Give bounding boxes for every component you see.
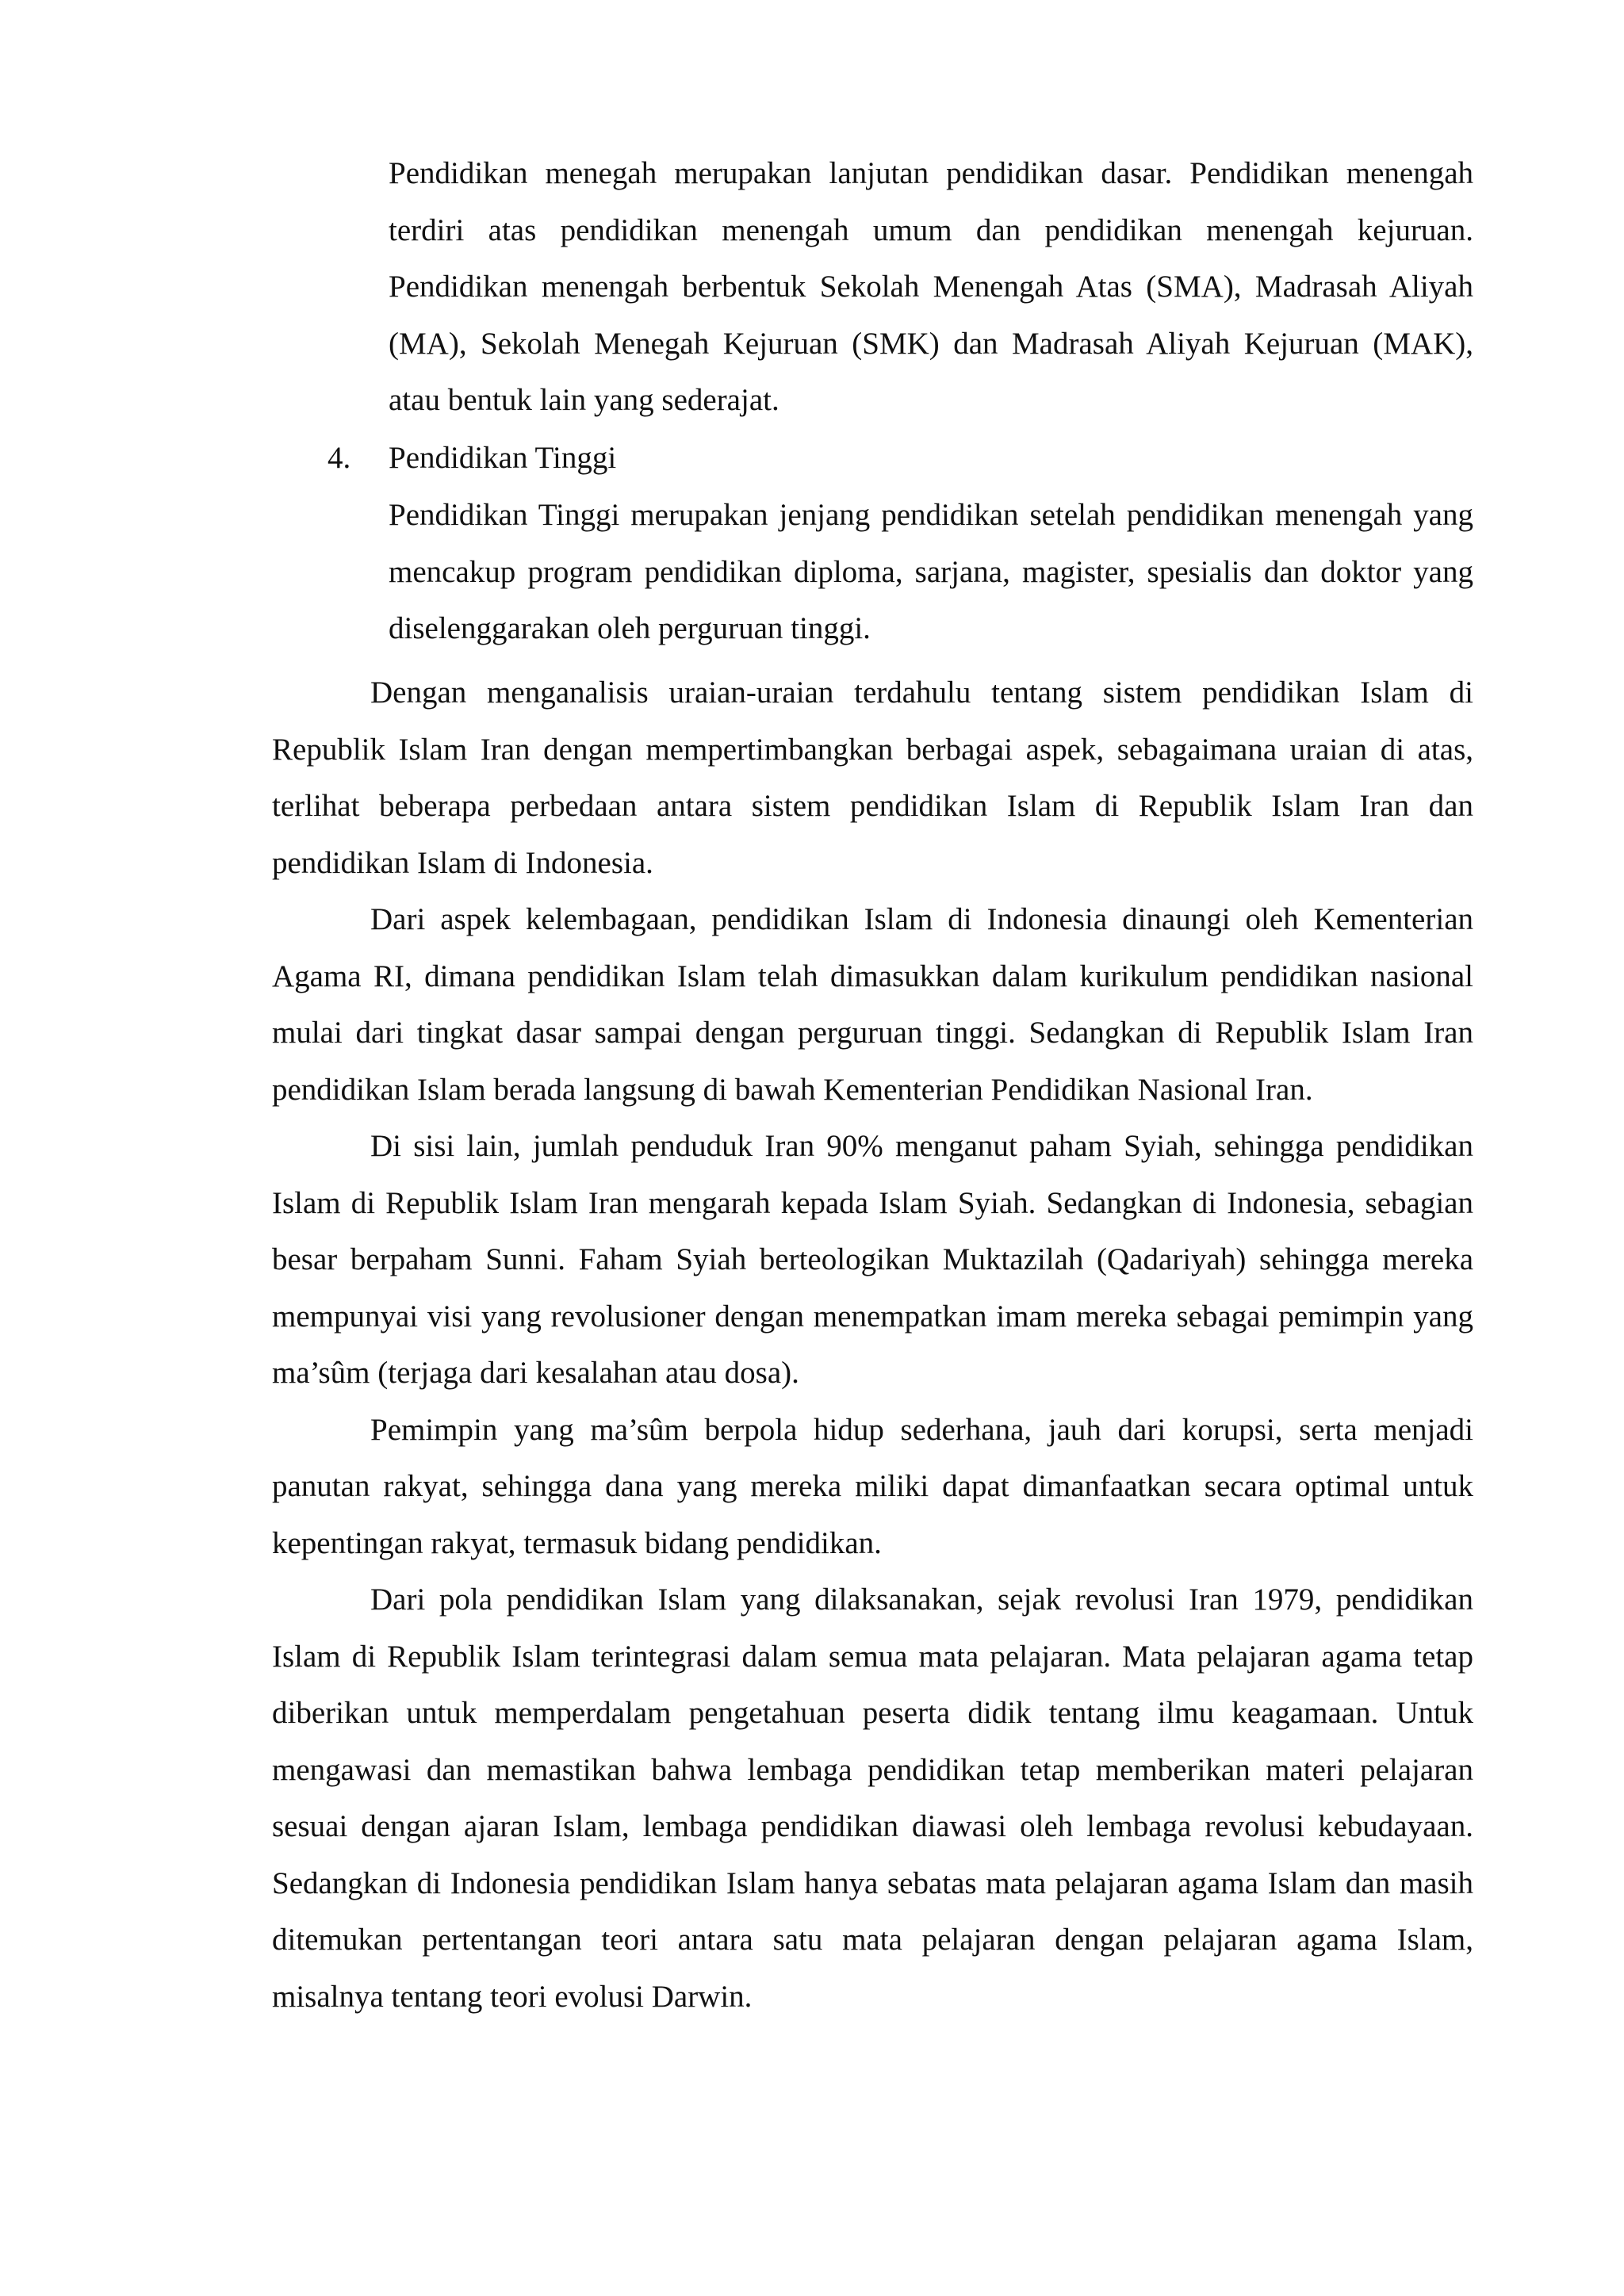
paragraph: Dari pola pendidikan Islam yang dilaksanakan, sejak revolusi Iran 1979, pendidikan Islam di Republik Islam terintegrasi dalam semua mata pelajaran. Mata pelajaran agama tetap diberikan untuk memperdalam pengetahuan peserta didik tentang ilmu keagamaan. Untuk mengawasi dan memastikan bahwa lembaga pendidikan tetap memberikan materi pelajaran sesuai dengan ajaran Islam, lembaga pendidikan diawasi oleh lembaga revolusi kebudayaan. Sedangkan di Indonesia pendidikan Islam hanya sebatas mata pelajaran agama Islam dan masih ditemukan pertentangan teori antara satu mata pelajaran dengan pelajaran agama Islam, misalnya tentang teori evolusi Darwin. — [272, 1582, 1473, 2014]
paragraph: Dengan menganalisis uraian-uraian terdahulu tentang sistem pendidikan Islam di Republik Islam Iran dengan mempertimbangkan berbagai aspek, sebagaimana uraian di atas, terlihat beberapa perbedaan antara sistem pendidikan Islam di Republik Islam Iran dan pendidikan Islam di Indonesia. — [272, 675, 1473, 880]
higher-education-paragraph: Pendidikan Tinggi merupakan jenjang pendidikan setelah pendidikan menengah yang mencakup program pendidikan diploma, sarjana, magister, spesialis dan doktor yang diselenggarakan oleh perguruan tinggi. — [389, 498, 1473, 645]
list-item-number: 4. — [327, 441, 351, 475]
list-item-higher-education — [327, 430, 1473, 487]
paragraph: Pemimpin yang ma’sûm berpola hidup sederhana, jauh dari korupsi, serta menjadi panutan rakyat, sehingga dana yang mereka miliki dapat dimanfaatkan secara optimal untuk kepentingan rakyat, termasuk bidang pendidikan. — [272, 1412, 1473, 1560]
list-item-heading: Pendidikan Tinggi — [389, 441, 617, 475]
paragraph: Dari aspek kelembagaan, pendidikan Islam di Indonesia dinaungi oleh Kementerian Agama RI, dimana pendidikan Islam telah dimasukkan dalam kurikulum pendidikan nasional mulai dari tingkat dasar sampai dengan perguruan tinggi. Sedangkan di Republik Islam Iran pendidikan Islam berada langsung di bawah Kementerian Pendidikan Nasional Iran. — [272, 902, 1473, 1107]
paragraph: Di sisi lain, jumlah penduduk Iran 90% menganut paham Syiah, sehingga pendidikan Islam di Republik Islam Iran mengarah kepada Islam Syiah. Sedangkan di Indonesia, sebagian besar berpaham Sunni. Faham Syiah berteologikan Muktazilah (Qadariyah) sehingga mereka mempunyai visi yang revolusioner dengan menempatkan imam mereka sebagai pemimpin yang ma’sûm (terjaga dari kesalahan atau dosa). — [272, 1129, 1473, 1390]
body-text — [272, 664, 1473, 2025]
secondary-education-paragraph: Pendidikan menegah merupakan lanjutan pendidikan dasar. Pendidikan menengah terdiri atas pendidikan menengah umum dan pendidikan menengah kejuruan. Pendidikan menengah berbentuk Sekolah Menengah Atas (SMA), Madrasah Aliyah (MA), Sekolah Menegah Kejuruan (SMK) dan Madrasah Aliyah Kejuruan (MAK), atau bentuk lain yang sederajat. — [389, 156, 1473, 417]
